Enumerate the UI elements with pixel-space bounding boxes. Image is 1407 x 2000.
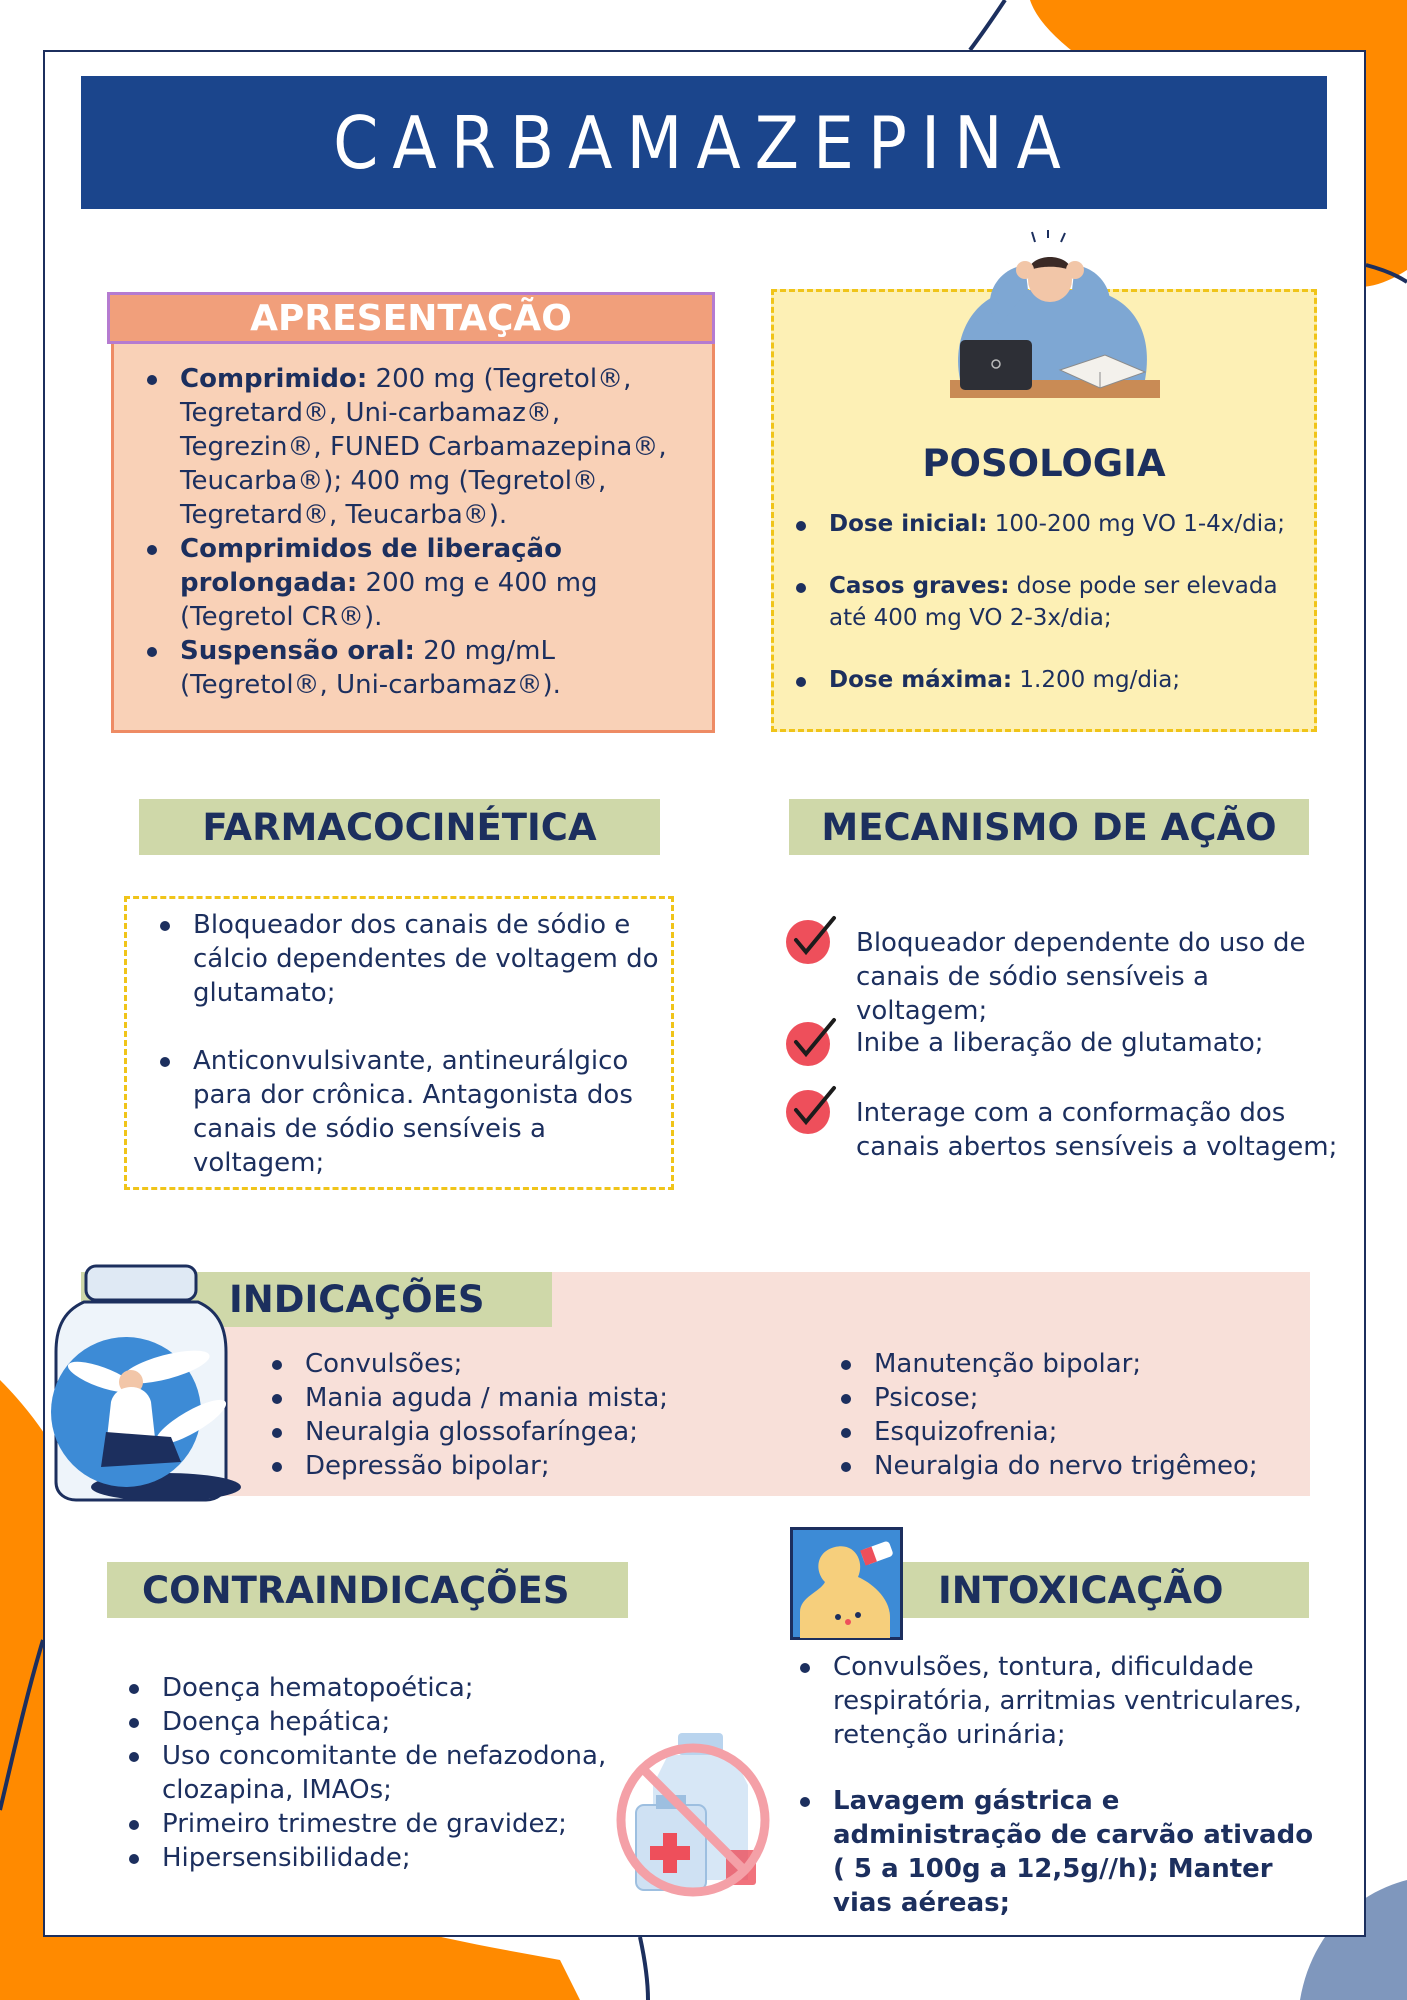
- list-item: Suspensão oral: 20 mg/mL (Tegretol®, Uni-carbamaz®).: [142, 634, 702, 702]
- list-item: Dose máxima: 1.200 mg/dia;: [791, 664, 1301, 696]
- list-item: Doença hematopoética;: [124, 1671, 624, 1705]
- title-bar: [81, 76, 1327, 209]
- mecanismo-text: Inibe a liberação de glutamato;: [856, 1028, 1264, 1058]
- list-item: Manutenção bipolar;: [836, 1347, 1296, 1381]
- page-title: CARBAMAZEPINA: [333, 100, 1075, 185]
- list-item: Primeiro trimestre de gravidez;: [124, 1807, 624, 1841]
- farmacocinetica-list: [155, 908, 665, 1180]
- contraindicacoes-list: [124, 1671, 624, 1875]
- posologia-list: [791, 508, 1301, 696]
- mecanismo-heading: MECANISMO DE AÇÃO: [789, 799, 1309, 855]
- stressed-student-illustration: [940, 230, 1170, 425]
- list-item: Anticonvulsivante, antineurálgico para dor crônica. Antagonista dos canais de sódio sensíveis a voltagem;: [155, 1044, 665, 1180]
- list-item: Psicose;: [836, 1381, 1296, 1415]
- list-item: Bloqueador dos canais de sódio e cálcio dependentes de voltagem do glutamato;: [155, 908, 665, 1010]
- list-item: Convulsões, tontura, dificuldade respiratória, arritmias ventriculares, retenção urinária;: [795, 1650, 1315, 1752]
- list-item: Esquizofrenia;: [836, 1415, 1296, 1449]
- list-item: Mania aguda / mania mista;: [267, 1381, 717, 1415]
- poisoning-illustration: [790, 1527, 903, 1640]
- check-icon: [784, 1082, 840, 1138]
- mecanismo-item: [784, 912, 1346, 1028]
- list-item: Neuralgia do nervo trigêmeo;: [836, 1449, 1296, 1483]
- no-medicine-illustration: [608, 1725, 778, 1900]
- intoxicacao-heading: INTOXICAÇÃO: [791, 1562, 1309, 1618]
- list-item: Comprimido: 200 mg (Tegretol®, Tegretard®, Uni-carbamaz®, Tegrezin®, FUNED Carbamazepina®, Teucarba®); 400 mg (Tegretol®, Tegretard®, Teucarba®).: [142, 362, 702, 532]
- list-item: Depressão bipolar;: [267, 1449, 717, 1483]
- check-icon: [784, 1014, 840, 1070]
- posologia-heading: POSOLOGIA: [922, 441, 1166, 485]
- list-item: Uso concomitante de nefazodona, clozapina, IMAOs;: [124, 1739, 624, 1807]
- farmacocinetica-heading: FARMACOCINÉTICA: [139, 799, 660, 855]
- navy-line-top-right: [970, 0, 1005, 50]
- mecanismo-text: Interage com a conformação dos canais abertos sensíveis a voltagem;: [856, 1098, 1338, 1162]
- check-icon: [784, 912, 840, 968]
- contraindicacoes-heading: CONTRAINDICAÇÕES: [107, 1562, 628, 1618]
- list-item: Dose inicial: 100-200 mg VO 1-4x/dia;: [791, 508, 1301, 540]
- list-item: Comprimidos de liberação prolongada: 200 mg e 400 mg (Tegretol CR®).: [142, 532, 702, 634]
- apresentacao-list: [142, 362, 702, 702]
- indicacoes-list-col1: [267, 1347, 717, 1483]
- mecanismo-item: [784, 1082, 1346, 1164]
- pill-jar-illustration: [46, 1262, 241, 1502]
- mecanismo-item: [784, 1014, 1346, 1070]
- mecanismo-text: Bloqueador dependente do uso de canais de sódio sensíveis a voltagem;: [856, 928, 1306, 1026]
- navy-line-bottom: [640, 1937, 648, 2000]
- list-item: Lavagem gástrica e administração de carvão ativado ( 5 a 100g a 12,5g//h); Manter vias aéreas;: [795, 1784, 1315, 1920]
- indicacoes-heading: INDICAÇÕES: [81, 1272, 552, 1327]
- indicacoes-list-col2: [836, 1347, 1296, 1483]
- apresentacao-heading: APRESENTAÇÃO: [107, 292, 715, 344]
- intoxicacao-list: [795, 1650, 1315, 1920]
- list-item: Hipersensibilidade;: [124, 1841, 624, 1875]
- list-item: Doença hepática;: [124, 1705, 624, 1739]
- list-item: Neuralgia glossofaríngea;: [267, 1415, 717, 1449]
- list-item: Convulsões;: [267, 1347, 717, 1381]
- list-item: Casos graves: dose pode ser elevada até 400 mg VO 2-3x/dia;: [791, 570, 1301, 634]
